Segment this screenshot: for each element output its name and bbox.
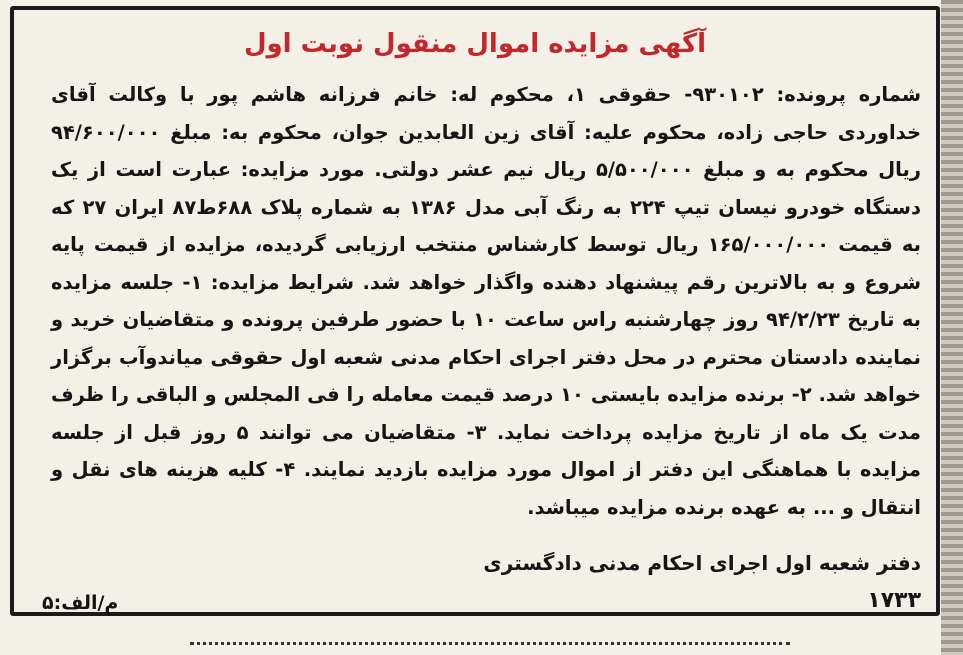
adjacent-column-strip <box>941 0 963 655</box>
issuing-office: دفتر شعبه اول اجرای احکام مدنی دادگستری <box>483 551 921 575</box>
notice-code: م/الف:۵ <box>42 592 119 614</box>
notice-title: آگهی مزایده اموال منقول نوبت اول <box>243 29 707 59</box>
notice-number: ۱۷۳۳ <box>867 588 921 613</box>
bottom-dotted-divider <box>190 642 790 645</box>
notice-body: شماره پرونده: ۹۳۰۱۰۲- حقوقی ۱، محکوم له: خانم فرزانه هاشم پور با وکالت آقای خداوردی حاجی زاده، محکوم علیه: آقای زین العابدین جوان، محکوم به: مبلغ ۹۴/۶۰۰/۰۰۰ ریال محکوم به و مبلغ ۵/۵۰۰/۰۰۰ ریال نیم عشر دولتی. مورد مزایده: عبارت است از یک دستگاه خودرو نیسان تیپ ۲۲۴ به رنگ آبی مدل ۱۳۸۶ به شماره پلاک ۶۸۸ط۸۷ ایران ۲۷ که به قیمت ۱۶۵/۰۰۰/۰۰۰ ریال توسط کارشناس منتخب ارزیابی گردیده، مزایده از قیمت پایه شروع و به بالاترین رقم پیشنهاد دهنده واگذار خواهد شد. شرایط مزایده: ۱- جلسه مزایده به تاریخ ۹۴/۲/۲۳ روز چهارشنبه راس ساعت ۱۰ با حضور طرفین پرونده و متقاضیان خرید و نماینده دادستان محترم در محل دفتر اجرای احکام مدنی شعبه اول حقوقی میاندوآب برگزار خواهد شد. ۲- برنده مزایده بایستی ۱۰ درصد قیمت معامله را فی المجلس و الباقی را ظرف مدت یک ماه از تاریخ مزایده پرداخت نماید. ۳- متقاضیان می توانند ۵ روز قبل از جلسه مزایده با هماهنگی این دفتر از اموال مورد مزایده بازدید نمایند. ۴- کلیه هزینه های نقل و انتقال و ... به عهده برنده مزایده میباشد. <box>51 83 922 519</box>
